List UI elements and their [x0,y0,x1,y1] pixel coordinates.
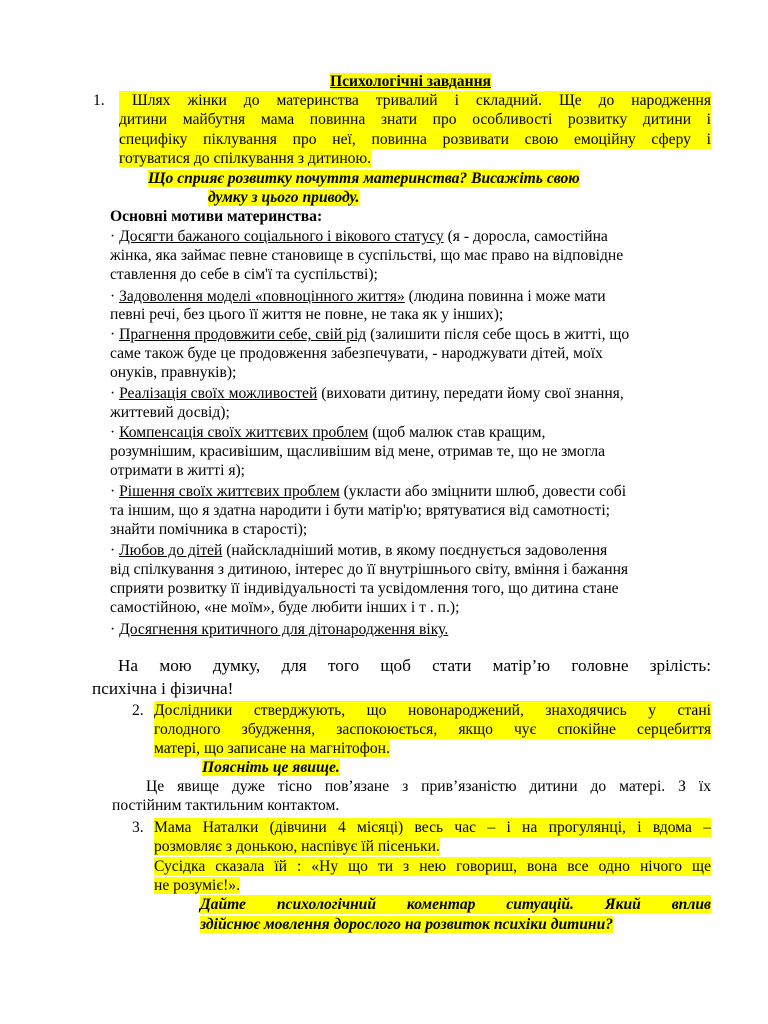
motive-item: · Компенсація своїх життєвих проблем (щоб малюк став кращим, [110,424,546,441]
task-2-question: Поясніть це явище. [202,759,340,776]
task-1-number: 1. [93,92,105,109]
task-1-line: специфіку піклування про неї, повинна розвивати свою емоційну сферу і [119,131,711,148]
motive-line: життевий досвід); [110,404,230,421]
task-3-line: не розуміє!». [154,877,240,894]
task-2-answer: постійним тактильним контактом. [112,797,340,814]
motive-line: сприяти розвитку її індивідуальності та усвідомлення того, що дитина стане [110,580,619,597]
motive-line: від спілкування з дитиною, інтерес до її внутрішнього світу, вміння і бажання [110,561,629,578]
task-3-line: розмовляє з донькою, наспівує їй пісеньки. [154,838,440,855]
motive-line: та іншим, що я здатна народити і бути матір'ю; врятуватися від самотності; [110,502,611,519]
task-2-line: Дослідники стверджують, що новонароджений, знаходячись у стані [154,702,711,719]
task-1-question: Що сприяє розвитку почуття материнства? Висажіть свою [148,170,580,187]
motive-line: певні речі, без цього її життя не повне, не така як у інших); [110,306,504,323]
task-3-question: здійснює мовлення дорослого на розвиток психіки дитини? [200,916,614,933]
motive-item: · Любов до дітей (найскладніший мотив, в якому поєднується задоволення [110,542,608,559]
task-2-number: 2. [132,702,144,719]
motive-item: · Реалізація своїх можливостей (виховати дитину, передати йому свої знання, [110,385,624,402]
motive-item: · Досягти бажаного соціального і вікового статусу (я - доросла, самостійна [110,228,608,245]
task-1-question: думку з цього приводу. [208,189,360,206]
motive-item: · Досягнення критичного для дітонародження віку. [110,621,449,638]
motive-line: саме також буде це продовження забезпечувати, - народжувати дітей, моїх [110,345,603,362]
motive-line: отримати в житті я); [110,462,246,479]
opinion-text: психічна і фізична! [92,679,234,698]
opinion-text: На мою думку, для того щоб стати матір’ю головне зрілість: [118,656,711,675]
task-1-line: Шлях жінки до материнства тривалий і складний. Ще до народження [119,91,711,110]
motive-item: · Прагнення продовжити себе, свій рід (залишити після себе щось в житті, що [110,326,630,343]
motive-line: знайти помічника в старості); [110,521,308,538]
task-3-line: Сусідка сказала їй : «Ну що ти з нею говориш, вона все одно нічого ще [154,858,711,875]
motive-line: ставлення до себе в сім'ї та суспільстві); [110,266,378,283]
task-2-line: матері, що записане на магнітофон. [154,740,390,757]
task-2-answer: Це явище дуже тісно пов’язане з прив’язаністю дитини до матері. З їх [146,778,711,795]
motive-line: розумнішим, красивішим, щасливішим від мене, отримав те, що не змогла [110,443,606,460]
task-3-number: 3. [132,819,144,836]
page-title: Психологічні завдання [330,73,491,90]
task-2-line: голодного збудження, заспокоюється, якщо чує спокійне серцебиття [154,721,711,738]
task-1-line: дитини майбутня мама повинна знати про особливості розвитку дитини і [119,111,711,128]
motive-item: · Задоволення моделі «повноцінного життя» (людина повинна і може мати [110,288,606,305]
motive-item: · Рішення своїх життєвих проблем (укласти або зміцнити шлюб, довести собі [110,483,627,500]
task-3-question: Дайте психологічний коментар ситуацій. Який вплив [200,896,711,913]
motives-heading: Основні мотиви материнства: [110,208,323,225]
task-3-line: Мама Наталки (дівчини 4 місяці) весь час – і на прогулянці, і вдома – [154,819,711,836]
motive-line: жінка, яка займає певне становище в суспільстві, що має право на відповідне [110,247,624,264]
task-1-line: готуватися до спілкування з дитиною. [119,150,372,167]
motive-line: самостійною, «не моїм», буде любити інших і т . п.); [110,599,460,616]
motive-line: онуків, правнуків); [110,364,237,381]
